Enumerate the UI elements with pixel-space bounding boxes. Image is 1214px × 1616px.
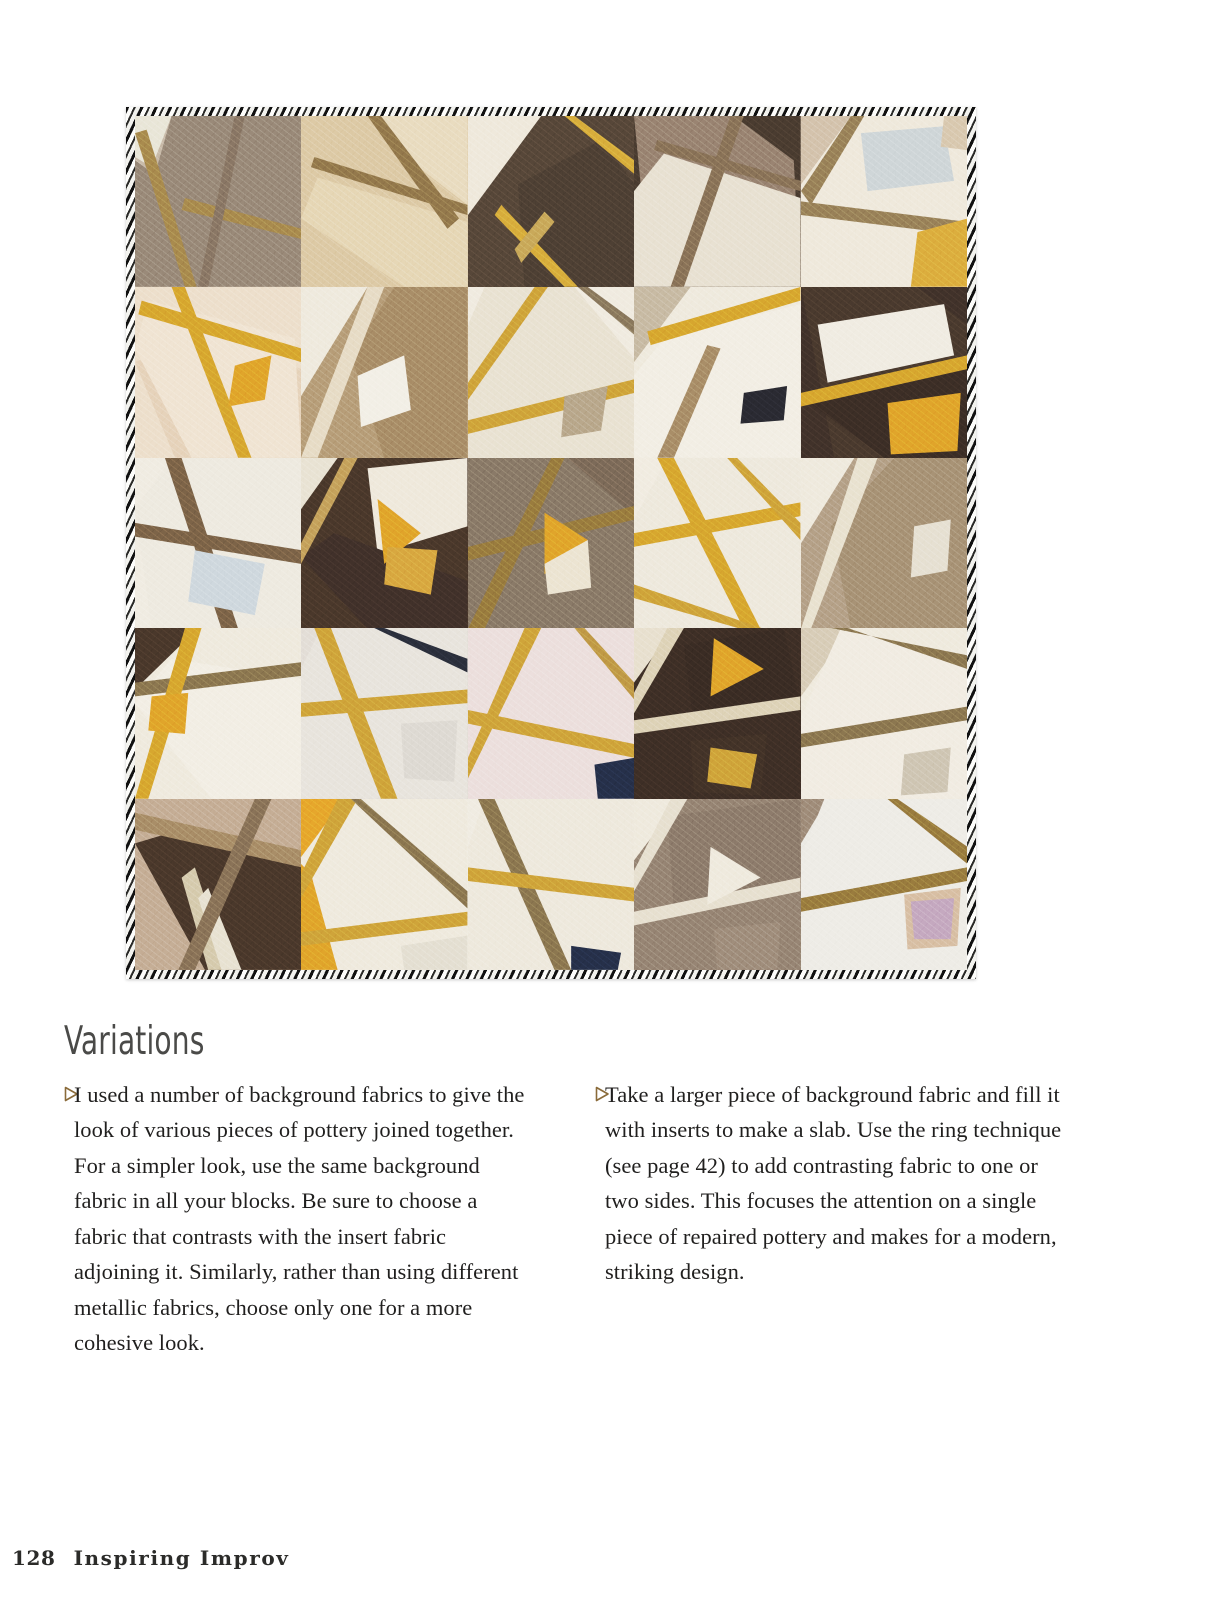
quilt-block: [801, 116, 967, 287]
quilt-block: [301, 628, 467, 799]
quilt-block: [301, 116, 467, 287]
quilt-block: [801, 628, 967, 799]
quilt-block: [634, 116, 800, 287]
quilt-block: [468, 287, 634, 458]
list-item: [64, 1077, 533, 1361]
quilt-block: [135, 628, 301, 799]
quilt-binding: [126, 107, 976, 979]
quilt-block: [468, 116, 634, 287]
quilt-block: [135, 287, 301, 458]
variations-section: [64, 1019, 1064, 1361]
quilt-block: [135, 116, 301, 287]
list-item: [595, 1077, 1064, 1290]
page-number: 128: [12, 1546, 56, 1570]
page-title: Variations: [64, 1019, 205, 1064]
variations-column-right: [595, 1077, 1064, 1361]
quilt-block: [801, 799, 967, 970]
quilt-block: [468, 799, 634, 970]
running-head: Inspiring Improv: [73, 1546, 290, 1570]
quilt-blocks-grid: [135, 116, 967, 970]
quilt-block: [135, 799, 301, 970]
quilt-block: [634, 458, 800, 629]
quilt-block: [135, 458, 301, 629]
quilt-block: [468, 628, 634, 799]
variation-text: Take a larger piece of background fabric and fill it with inserts to make a slab. Use the ring technique (see page 42) to add contrasting fabric to one or two sides. This focuses the attention on a single piece of repaired pottery and makes for a modern, striking design.: [605, 1081, 1062, 1285]
variations-columns: [64, 1077, 1064, 1361]
quilt-block: [801, 458, 967, 629]
quilt-block: [634, 628, 800, 799]
variations-column-left: [64, 1077, 533, 1361]
quilt-block: [301, 799, 467, 970]
quilt-block: [634, 287, 800, 458]
variation-text: I used a number of background fabrics to give the look of various pieces of pottery joined together. For a simpler look, use the same background fabric in all your blocks. Be sure to choose a fabric that contrasts with the insert fabric adjoining it. Similarly, rather than using different metallic fabrics, choose only one for a more cohesive look.: [74, 1081, 525, 1356]
quilt-block: [468, 458, 634, 629]
page-footer: [12, 1546, 290, 1570]
quilt-block: [801, 287, 967, 458]
quilt-block: [634, 799, 800, 970]
quilt-photograph: [126, 107, 976, 979]
quilt-block: [301, 458, 467, 629]
quilt-block: [301, 287, 467, 458]
